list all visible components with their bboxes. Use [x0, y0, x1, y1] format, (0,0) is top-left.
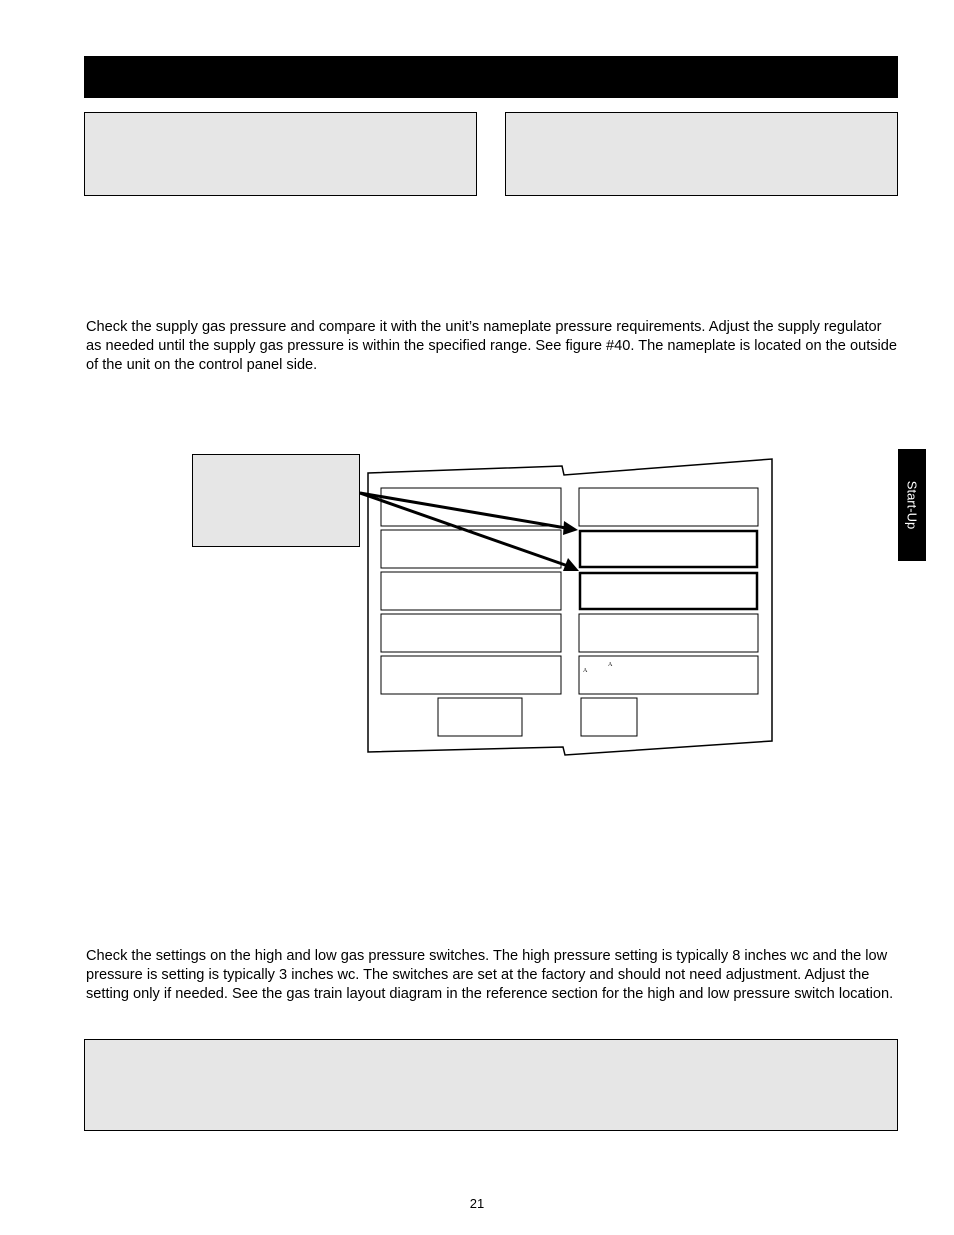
nameplate-field	[581, 698, 637, 736]
nameplate-field	[438, 698, 522, 736]
figure-callout-box	[192, 454, 360, 547]
nameplate-field	[381, 656, 561, 694]
nameplate-field	[381, 488, 561, 526]
nameplate-field	[381, 614, 561, 652]
nameplate-field	[381, 530, 561, 568]
page-number: 21	[469, 1196, 485, 1211]
nameplate-mark: A	[608, 662, 613, 668]
note-box-bottom	[84, 1039, 898, 1131]
nameplate-field-highlighted	[580, 573, 757, 609]
supply-gas-pressure-paragraph: Check the supply gas pressure and compare it with the unit’s nameplate pressure requirements. Adjust the supply regulator as needed until the supply gas pressure is within the specified range. See figure #40. The nameplate is located on the outside of the unit on the control panel side.	[86, 319, 898, 373]
nameplate-mark: A	[583, 668, 588, 674]
nameplate-field	[579, 656, 758, 694]
side-tab-label: Start-Up	[904, 480, 920, 530]
side-tab-start-up	[898, 449, 926, 561]
nameplate-field	[579, 614, 758, 652]
nameplate-diagram	[360, 455, 776, 760]
note-box-right	[505, 112, 898, 196]
section-header-bar	[84, 56, 898, 98]
note-box-left	[84, 112, 477, 196]
nameplate-field-highlighted	[580, 531, 757, 567]
gas-pressure-switches-paragraph: Check the settings on the high and low gas pressure switches. The high pressure setting is typically 8 inches wc and the low pressure is setting is typically 3 inches wc. The switches are set at the factory and should not need adjustment. Adjust the setting only if needed. See the gas train layout diagram in the reference section for the high and low pressure switch location.	[86, 948, 894, 1002]
nameplate-field	[381, 572, 561, 610]
nameplate-field	[579, 488, 758, 526]
